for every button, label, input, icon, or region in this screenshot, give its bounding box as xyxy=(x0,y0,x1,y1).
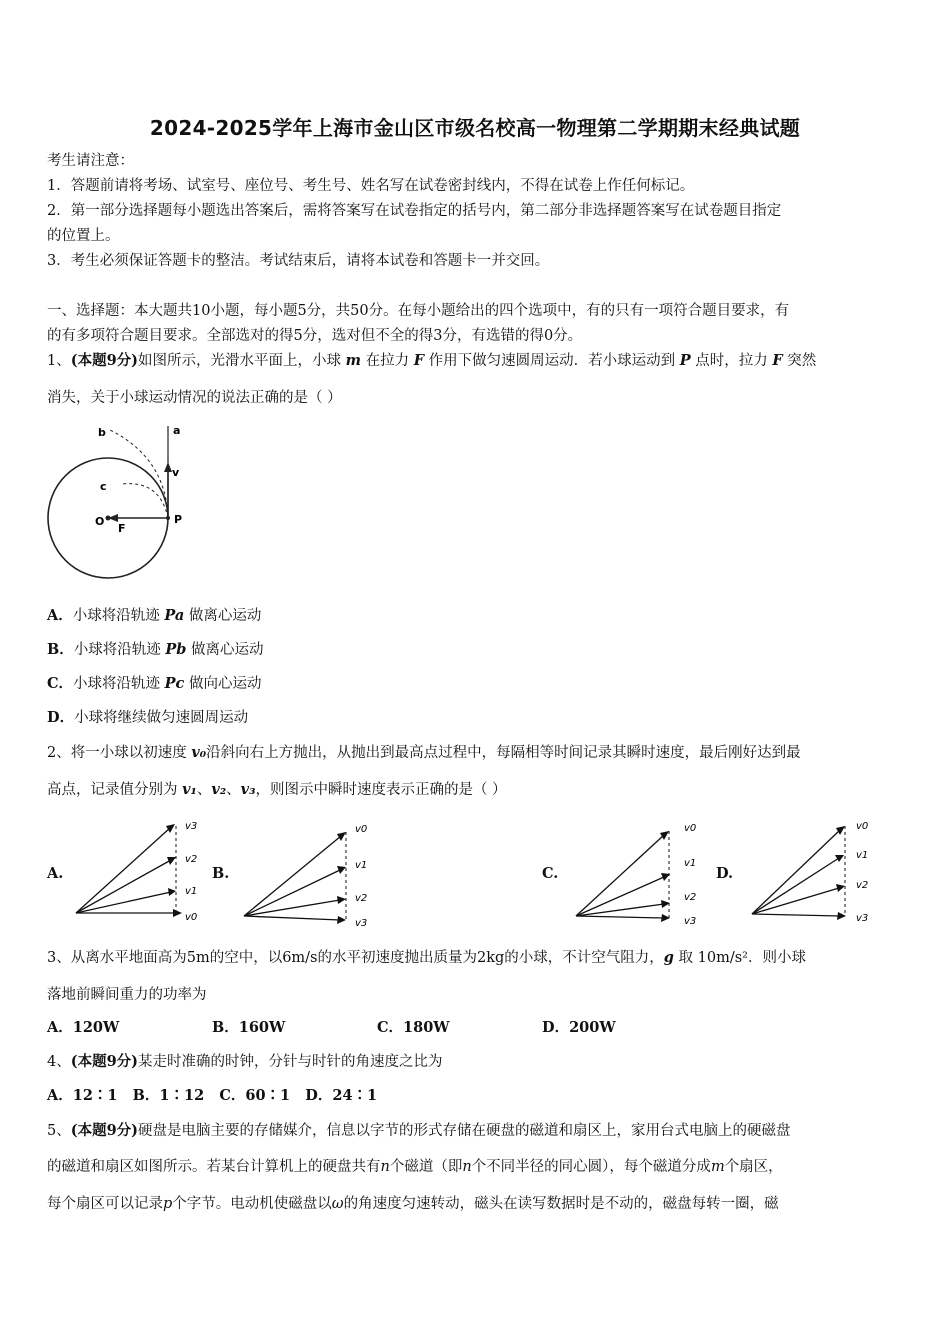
q2-c-label-v2: v2 xyxy=(684,892,697,903)
q1-option-b[interactable]: B．小球将沿轨迹 Pb 做离心运动 xyxy=(47,641,264,658)
q1-label-v: v xyxy=(172,466,180,479)
q2-d-label-v3: v3 xyxy=(856,913,869,924)
q1-option-d[interactable]: D．小球将继续做匀速圆周运动 xyxy=(47,709,249,726)
section-intro-line: 一、选择题：本大题共10小题，每小题5分，共50分。在每小题给出的四个选项中，有的只有一项符合题目要求，有 xyxy=(47,303,790,319)
q3-option-c[interactable]: C．180W xyxy=(377,1019,450,1036)
notice-item: 1．答题前请将考场、试室号、座位号、考生号、姓名写在试卷密封线内，不得在试卷上作任何标记。 xyxy=(47,178,695,194)
q1-label-f: F xyxy=(118,522,126,535)
question-4-text: 4、(本题9分)某走时准确的时钟，分针与时针的角速度之比为 xyxy=(47,1053,443,1070)
q1-label-b: b xyxy=(98,426,106,439)
q2-a-label-v2: v2 xyxy=(185,854,198,865)
q2-c-label-v3: v3 xyxy=(684,916,697,927)
notice-heading: 考生请注意： xyxy=(47,153,134,169)
q2-diagram-a xyxy=(72,818,212,928)
q2-diagram-d xyxy=(748,818,888,928)
q2-option-b-label[interactable]: B. xyxy=(212,865,230,882)
q2-option-d-label[interactable]: D. xyxy=(716,865,734,882)
q2-diagram-b xyxy=(240,818,390,928)
question-5-text-line2: 的磁道和扇区如图所示。若某台计算机上的硬盘共有n个磁道（即n个不同半径的同心圆），每个磁道分成m个扇区， xyxy=(47,1159,783,1175)
q1-label-c: c xyxy=(100,480,107,493)
question-5-text-line3: 每个扇区可以记录p个字节。电动机使磁盘以ω的角速度匀速转动，磁头在读写数据时是不动的，磁盘每转一圈，磁 xyxy=(47,1196,779,1212)
q2-d-label-v1: v1 xyxy=(856,850,869,861)
q1-label-o: O xyxy=(95,515,105,528)
q2-c-label-v1: v1 xyxy=(684,858,697,869)
question-1-text-line2: 消失，关于小球运动情况的说法正确的是（ ） xyxy=(47,390,342,406)
q2-b-label-v0: v0 xyxy=(355,824,368,835)
q1-label-p: P xyxy=(174,513,183,526)
q1-option-a[interactable]: A．小球将沿轨迹 Pa 做离心运动 xyxy=(47,607,262,624)
q3-option-a[interactable]: A．120W xyxy=(47,1019,120,1036)
notice-item: 3．考生必须保证答题卡的整洁。考试结束后，请将本试卷和答题卡一并交回。 xyxy=(47,253,550,269)
q3-option-d[interactable]: D．200W xyxy=(542,1019,616,1036)
question-3-text-line2: 落地前瞬间重力的功率为 xyxy=(47,987,207,1003)
question-1-text: 1、(本题9分)如图所示，光滑水平面上，小球 m 在拉力 F 作用下做匀速圆周运动．若小球运动到 P 点时，拉力 F 突然 xyxy=(47,352,817,369)
q1-option-c[interactable]: C．小球将沿轨迹 Pc 做向心运动 xyxy=(47,675,262,692)
q4-options[interactable]: A．12∶1 B．1∶12 C．60∶1 D．24∶1 xyxy=(47,1087,378,1104)
q2-a-label-v3: v3 xyxy=(185,821,198,832)
q2-a-label-v0: v0 xyxy=(185,912,198,923)
q2-b-label-v2: v2 xyxy=(355,893,368,904)
q2-option-c-label[interactable]: C. xyxy=(542,865,559,882)
q2-d-label-v0: v0 xyxy=(856,821,869,832)
q2-b-label-v1: v1 xyxy=(355,860,368,871)
q2-c-label-v0: v0 xyxy=(684,823,697,834)
q1-label-a: a xyxy=(173,424,181,437)
q1-point-p xyxy=(166,516,170,520)
section-intro-line: 的有多项符合题目要求。全部选对的得5分，选对但不全的得3分，有选错的得0分。 xyxy=(47,328,583,344)
question-3-text: 3、从离水平地面高为5m的空中，以6m/s的水平初速度抛出质量为2kg的小球，不计空气阻力，g 取 10m/s²．则小球 xyxy=(47,949,806,966)
notice-item: 的位置上。 xyxy=(47,228,120,244)
q1-figure xyxy=(40,418,200,588)
question-2-text: 2、将一小球以初速度 v₀沿斜向右上方抛出，从抛出到最高点过程中，每隔相等时间记录其瞬时速度，最后刚好达到最 xyxy=(47,744,801,761)
q3-option-b[interactable]: B．160W xyxy=(212,1019,286,1036)
question-2-text-line2: 高点，记录值分别为 v₁、v₂、v₃，则图示中瞬时速度表示正确的是（ ） xyxy=(47,781,507,798)
q2-diagram-c xyxy=(572,818,712,928)
q2-option-a-label[interactable]: A. xyxy=(47,865,64,882)
page-title: 2024-2025学年上海市金山区市级名校高一物理第二学期期末经典试题 xyxy=(149,116,801,140)
q1-center-point xyxy=(106,516,111,521)
notice-item: 2．第一部分选择题每小题选出答案后，需将答案写在试卷指定的括号内，第二部分非选择题答案写在试卷题目指定 xyxy=(47,203,782,219)
q1-path-b xyxy=(110,430,168,518)
question-5-text: 5、(本题9分)硬盘是电脑主要的存储媒介，信息以字节的形式存储在硬盘的磁道和扇区上，家用台式电脑上的硬磁盘 xyxy=(47,1122,791,1139)
q2-a-label-v1: v1 xyxy=(185,886,198,897)
q2-b-label-v3: v3 xyxy=(355,918,368,929)
q2-d-label-v2: v2 xyxy=(856,880,869,891)
q1-velocity-arrowhead xyxy=(164,462,172,472)
